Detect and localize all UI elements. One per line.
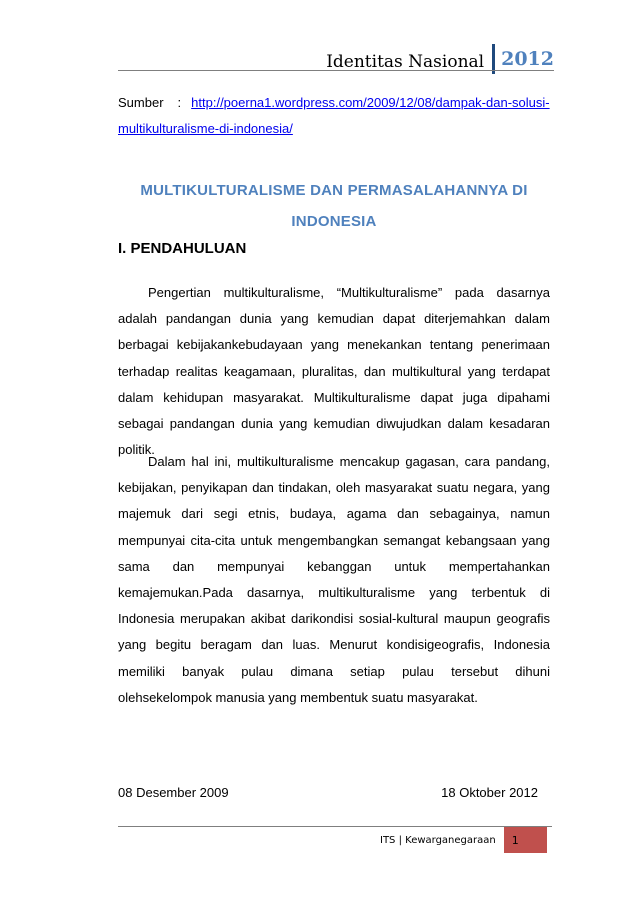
date-left: 08 Desember 2009 [118, 785, 229, 800]
source-link[interactable]: http://poerna1.wordpress.com/2009/12/08/dampak-dan-solusi-multikulturalisme-di-indonesia/ [118, 95, 550, 136]
section-heading: I. PENDAHULUAN [118, 240, 247, 257]
page-number: 1 [504, 827, 547, 853]
page-footer [380, 827, 547, 853]
date-right: 18 Oktober 2012 [441, 785, 538, 800]
source-colon: : [177, 95, 182, 110]
header-divider [118, 70, 554, 71]
header-title: Identitas Nasional [326, 52, 485, 72]
footer-text: ITS | Kewarganegaraan [380, 834, 496, 846]
header-year: 2012 [492, 44, 554, 74]
dates-row [118, 785, 550, 800]
paragraph-1: Pengertian multikulturalisme, “Multikulturalisme” pada dasarnya adalah pandangan dunia yang kemudian dapat diterjemahkan dalam berbagai kebijakankebudayaan yang menekankan tentang penerimaan terhadap realitas keagamaan, pluralitas, dan multikultural yang terdapat dalam kehidupan masyarakat. Multikulturalisme dapat juga dipahami sebagai pandangan dunia yang kemudian diwujudkan dalam kesadaran politik. [118, 285, 550, 458]
page-header [326, 38, 554, 74]
source-label: Sumber [118, 95, 164, 110]
title-line-1: MULTIKULTURALISME DAN PERMASALAHANNYA DI [140, 182, 528, 199]
source-line [118, 90, 558, 142]
title-line-2: INDONESIA [291, 213, 377, 230]
document-title [118, 175, 550, 237]
paragraph-2: Dalam hal ini, multikulturalisme mencakup gagasan, cara pandang, kebijakan, penyikapan dan tindakan, oleh masyarakat suatu negara, yang majemuk dari segi etnis, budaya, agama dan sebagainya, namun mempunyai cita-cita untuk mengembangkan semangat kebangsaan yang sama dan mempunyai kebanggan untuk mempertahankan kemajemukan.Pada dasarnya, multikulturalisme yang terbentuk di Indonesia merupakan akibat darikondisi sosial-kultural maupun geografis yang begitu beragam dan luas. Menurut kondisigeografis, Indonesia memiliki banyak pulau dimana setiap pulau tersebut dihuni olehsekelompok manusia yang membentuk suatu masyarakat. [118, 454, 550, 705]
